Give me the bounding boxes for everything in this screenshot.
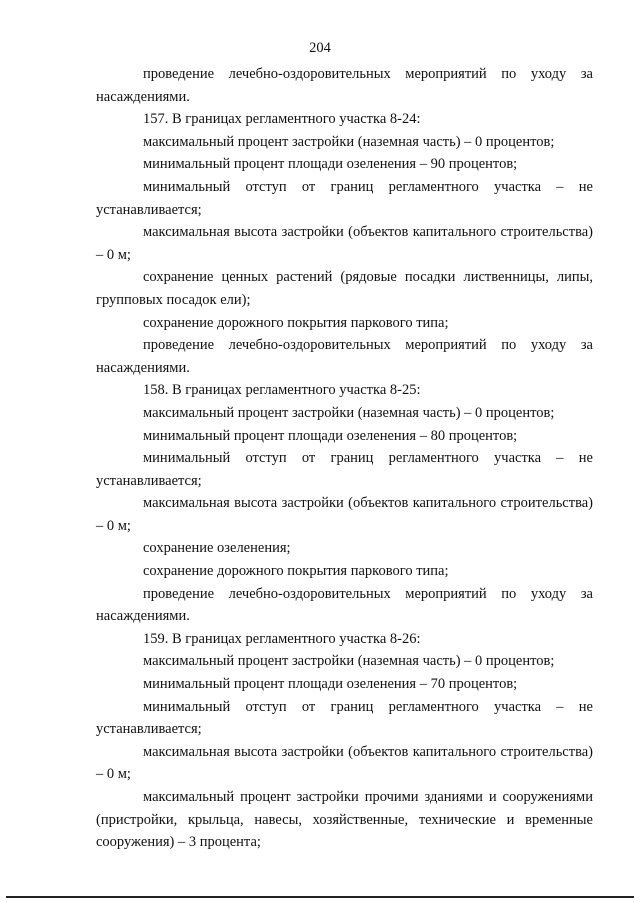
paragraph: проведение лечебно-оздоровительных мероприятий по уходу за насаждениями. <box>96 66 593 105</box>
paragraph: максимальный процент застройки прочими зданиями и сооружениями (пристройки, крыльца, навесы, хозяйственные, технические и временные сооружения) – 3 процента; <box>96 789 593 851</box>
paragraph: проведение лечебно-оздоровительных мероприятий по уходу за насаждениями. <box>96 585 593 625</box>
paragraph: сохранение ценных растений (рядовые посадки лиственницы, липы, групповых посадок ели); <box>96 269 593 308</box>
page-bottom-border <box>6 896 634 898</box>
paragraph: минимальный отступ от границ регламентного участка – не устанавливается; <box>96 178 593 218</box>
section-heading: 158. В границах регламентного участка 8-25: <box>143 382 421 399</box>
paragraph: максимальная высота застройки (объектов капитального строительства) – 0 м; <box>96 224 593 263</box>
paragraph: сохранение озеленения; <box>143 540 291 557</box>
section-heading: 159. В границах регламентного участка 8-26: <box>143 630 421 647</box>
paragraph: максимальный процент застройки (наземная часть) – 0 процентов; <box>143 653 555 670</box>
document-body <box>96 63 593 854</box>
paragraph: минимальный отступ от границ регламентного участка – не устанавливается; <box>96 698 593 738</box>
paragraph: проведение лечебно-оздоровительных мероприятий по уходу за насаждениями. <box>96 337 593 376</box>
paragraph: максимальная высота застройки (объектов капитального строительства) – 0 м; <box>96 743 593 783</box>
paragraph: максимальный процент застройки (наземная часть) – 0 процентов; <box>143 404 555 421</box>
paragraph: максимальная высота застройки (объектов капитального строительства) – 0 м; <box>96 495 593 534</box>
paragraph: минимальный процент площади озеленения – 80 процентов; <box>143 427 518 444</box>
paragraph: сохранение дорожного покрытия паркового типа; <box>143 563 449 580</box>
paragraph: минимальный процент площади озеленения – 90 процентов; <box>143 156 518 173</box>
paragraph: максимальный процент застройки (наземная часть) – 0 процентов; <box>143 133 555 150</box>
paragraph: сохранение дорожного покрытия паркового типа; <box>143 314 449 331</box>
section-heading: 157. В границах регламентного участка 8-24: <box>143 111 421 128</box>
paragraph: минимальный отступ от границ регламентного участка – не устанавливается; <box>96 450 593 489</box>
page-number: 204 <box>309 40 331 56</box>
paragraph: минимальный процент площади озеленения – 70 процентов; <box>143 676 518 693</box>
